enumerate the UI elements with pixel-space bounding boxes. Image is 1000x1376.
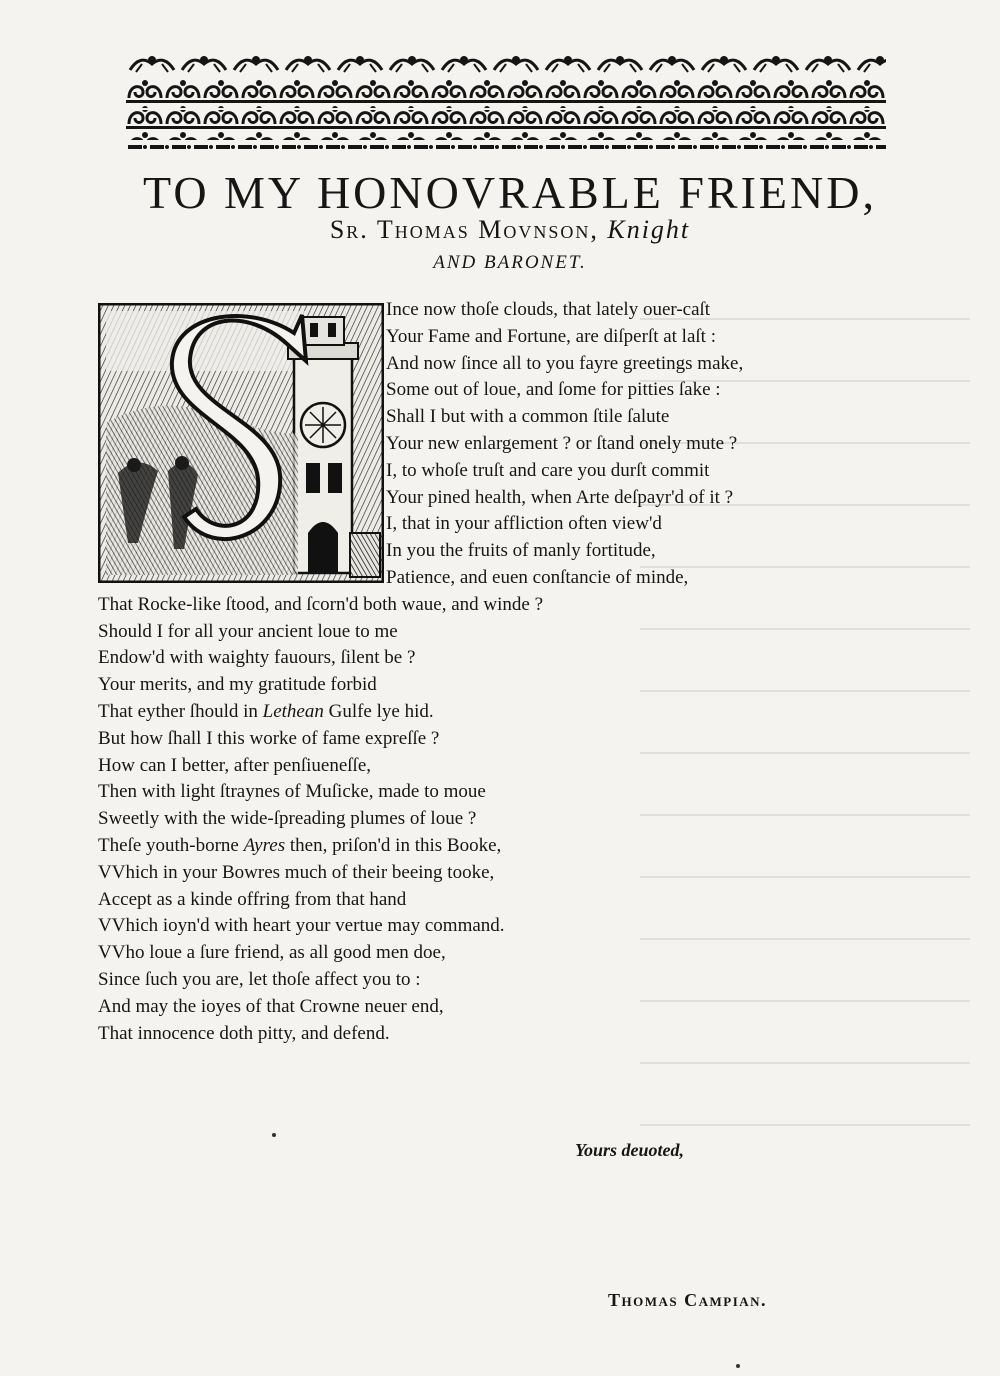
poem-line: Should I for all your ancient loue to me <box>98 620 398 642</box>
italic-word: Lethean <box>262 700 324 722</box>
poem-line: Your new enlargement ? or ſtand onely mute ? <box>386 432 738 454</box>
poem-line: Since ſuch you are, let thoſe affect you to : <box>98 968 421 990</box>
poem-line: And now ſince all to you fayre greetings make, <box>386 352 744 374</box>
page-title: TO MY HONOVRABLE FRIEND, <box>143 167 877 218</box>
italic-word: Ayres <box>243 834 286 856</box>
ornamental-headpiece <box>126 52 886 150</box>
poem-line: That eyther ſhould in Lethean Gulfe lye hid. <box>98 700 434 722</box>
poem-line: VVho loue a ſure friend, as all good men doe, <box>98 942 446 964</box>
poem-line: And may the ioyes of that Crowne neuer end, <box>98 995 444 1017</box>
dedicatee-line <box>100 214 920 246</box>
poem-line: Your Fame and Fortune, are diſperſt at laſt : <box>386 325 716 347</box>
poem-line: How can I better, after penſiueneſſe, <box>98 754 372 776</box>
poem-line: Your merits, and my gratitude forbid <box>98 674 377 696</box>
poem-line: Your pined health, when Arte deſpayr'd of it ? <box>386 486 734 508</box>
svg-text:S: S <box>235 436 247 458</box>
poem-line: That innocence doth pitty, and defend. <box>98 1022 390 1044</box>
poem-line: But how ſhall I this worke of fame expreſſe ? <box>98 727 440 749</box>
poem-line: I, to whoſe truſt and care you durſt commit <box>386 459 710 481</box>
poem-line: I, that in your affliction often view'd <box>386 513 662 535</box>
poem-line: Patience, and euen conſtancie of minde, <box>386 566 689 588</box>
poem-line: Theſe youth-borne Ayres then, priſon'd in this Booke, <box>98 834 502 856</box>
closing-signoff: Yours deuoted, <box>575 1140 685 1160</box>
poem-line: Sweetly with the wide-ſpreading plumes of loue ? <box>98 808 477 830</box>
poem-line: Some out of loue, and ſome for pitties ſake : <box>386 379 721 401</box>
poem-line: VVhich ioyn'd with heart your vertue may command. <box>98 915 505 937</box>
dedicatee-name: Sr. Thomas Movnson, <box>329 215 599 244</box>
poem-line: In you the fruits of manly fortitude, <box>386 540 656 562</box>
poem-line: That Rocke-like ſtood, and ſcorn'd both waue, and winde ? <box>98 593 544 615</box>
dedicatee-title-line: AND BARONET. <box>433 252 587 273</box>
poem-line: Shall I but with a common ſtile ſalute <box>386 406 670 428</box>
author-signature: Thomas Campian. <box>608 1290 768 1310</box>
poem-line: Endow'd with waighty fauours, ſilent be ? <box>98 647 416 669</box>
poem-line: VVhich in your Bowres much of their beeing tooke, <box>98 861 495 883</box>
ink-speck <box>736 1364 740 1368</box>
poem-line: Then with light ſtraynes of Muſicke, made to moue <box>98 781 486 803</box>
dedicatee-rank: Knight <box>607 215 691 244</box>
ink-speck <box>272 1133 276 1137</box>
poem-line: Accept as a kinde offring from that hand <box>98 888 407 910</box>
poem-line: Ince now thoſe clouds, that lately ouer-caſt <box>386 299 711 320</box>
poem-body <box>98 297 838 1047</box>
